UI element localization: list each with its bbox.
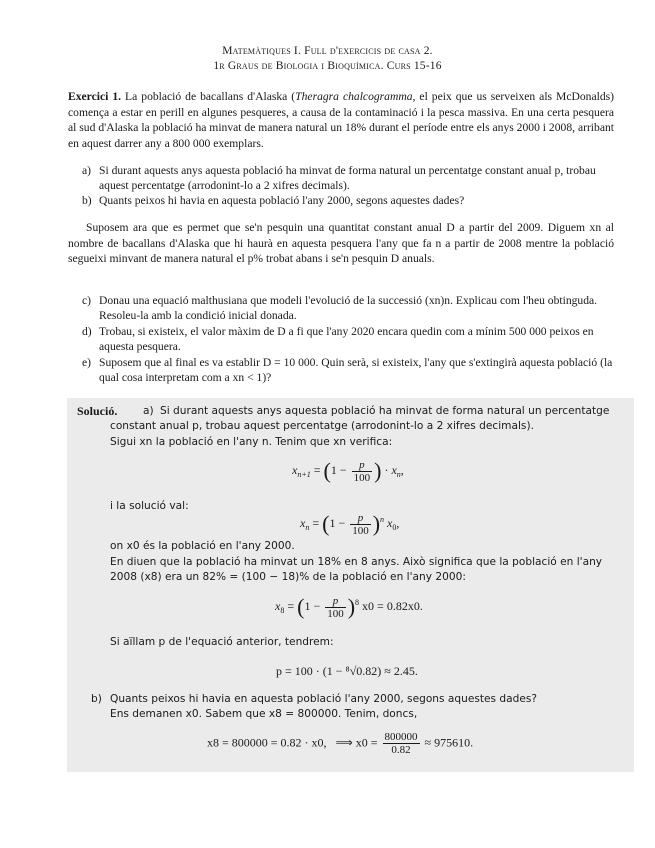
solution-a-label: a) bbox=[143, 405, 154, 417]
solution-a-question-1: Si durant aquests anys aquesta població ha minvat de forma natural un percentatge bbox=[160, 405, 610, 417]
question-b-label: b) bbox=[82, 194, 92, 207]
species-name: Theragra chalcogramma bbox=[295, 90, 413, 103]
solution-text-i-la-solucio: i la solució val: bbox=[110, 500, 189, 512]
question-a-text: Si durant aquests anys aquesta població ha minvat de forma natural un percentatge constant anual p, trobau aquest percentatge (arrodonint-lo a 2 xifres decimals). bbox=[99, 164, 596, 193]
solution-heading: Solució. bbox=[77, 404, 118, 418]
b-eq-numerator: 800000 bbox=[384, 731, 418, 743]
question-a-label: a) bbox=[82, 164, 92, 177]
solution-b-label: b) bbox=[91, 693, 102, 705]
solution-text-diuen-1: En diuen que la població ha minvat un 18% en 8 anys. Això significa que la població en l'any bbox=[110, 556, 603, 568]
header-title: Matemàtiques I. Full d'exercicis de casa 2. bbox=[222, 45, 433, 57]
x8-equation: $x_8 = (1$ − $\frac{p}{100}$ )$^8$ x0 = 0.82x0. bbox=[275, 594, 423, 620]
b-eq-result: ≈ 975610. bbox=[424, 735, 474, 750]
solution-b-question: Quants peixos hi havia en aquesta població l'any 2000, segons aquestes dades? bbox=[110, 693, 538, 705]
document-header bbox=[0, 44, 655, 74]
b-eq-denominator: 0.82 bbox=[383, 743, 420, 756]
intro-text-a: La població de bacallans d'Alaska ( bbox=[125, 90, 296, 103]
question-e-label: e) bbox=[82, 356, 92, 369]
solution-text-diuen-2: 2008 (x8) era un 82% = (100 − 18)% de la població en l'any 2000: bbox=[110, 571, 466, 583]
exercise-intro bbox=[68, 89, 614, 151]
question-d bbox=[82, 324, 614, 354]
question-c-text: Donau una equació malthusiana que modeli l'evolució de la successió (xn)n. Explicau com l'heu obtinguda. Resoleu-la amb la condició inicial donada. bbox=[99, 294, 598, 323]
b-eq-left: x8 = 800000 = 0.82 · x0, bbox=[207, 735, 327, 750]
question-d-label: d) bbox=[82, 325, 92, 338]
question-c bbox=[82, 293, 614, 323]
header-subtitle: 1r Graus de Biologia i Bioquímica. Curs 15-16 bbox=[213, 60, 442, 72]
exercise-paragraph-2: Suposem ara que es permet que se'n pesquin una quantitat constant anual D a partir del 2009. Diguem xn al nombre de bacallans d'Alaska que hi haurà en aquesta pesquera l'any que fa n a partir de 2008 mentre la població segueixi minvant de manera natural el p% trobat abans i se'n pesquin D anuals. bbox=[68, 221, 614, 266]
solution-b-line: Ens demanen x0. Sabem que x8 = 800000. Tenim, doncs, bbox=[110, 708, 418, 720]
intro-text-b: , el peix que us serveixen als McDonalds) comença a estar en perill en algunes pesqueres, a causa de la contaminació i la pesca massiva. En una certa pesquera al sud d'Alaska la població ha minvat de manera natural un 18% durant el període entre els anys 2000 i 2008, arribant en aquest darrer any a 800 000 exemplars. bbox=[68, 90, 615, 150]
b-eq-implies: ⟹ x0 = bbox=[335, 735, 378, 750]
recurrence-equation: $x_{n+1} = (1$ − $\frac{p}{100}$ ) · $x_n$, bbox=[292, 458, 404, 484]
solution-sigui: Sigui xn la població en l'any n. Tenim que xn verifica: bbox=[110, 436, 393, 448]
exercise-title: Exercici 1. bbox=[68, 90, 122, 103]
question-c-label: c) bbox=[82, 294, 92, 307]
x0-result-equation bbox=[207, 731, 473, 756]
question-d-text: Trobau, si existeix, el valor màxim de D a fi que l'any 2020 encara quedin com a mínim 500 000 peixos en aquesta pesquera. bbox=[99, 325, 594, 354]
question-b-text: Quants peixos hi havia en aquesta població l'any 2000, segons aquestes dades? bbox=[99, 194, 465, 207]
solution-a-question-2: constant anual p, trobau aquest percentatge (arrodonint-lo a 2 xifres decimals). bbox=[110, 420, 534, 432]
question-b bbox=[82, 193, 614, 209]
question-e bbox=[82, 355, 614, 385]
p-result-equation: p = 100 · (1 − ⁸√0.82) ≈ 2.45. bbox=[276, 664, 418, 678]
x8-equation-rhs: x0 = 0.82x0. bbox=[362, 598, 423, 613]
question-a bbox=[82, 163, 614, 193]
solution-text-aillam: Si aïllam p de l'equació anterior, tendrem: bbox=[110, 636, 334, 648]
solution-text-x0: on x0 és la població en l'any 2000. bbox=[110, 540, 295, 552]
closed-form-equation: $x_n = (1$ − $\frac{p}{100}$ )$^n$ $x_0$, bbox=[300, 511, 400, 537]
question-e-text: Suposem que al final es va establir D = 10 000. Quin serà, si existeix, l'any que s'extingirà aquesta població (la qual cosa interpretam com a xn < 1)? bbox=[99, 356, 613, 385]
